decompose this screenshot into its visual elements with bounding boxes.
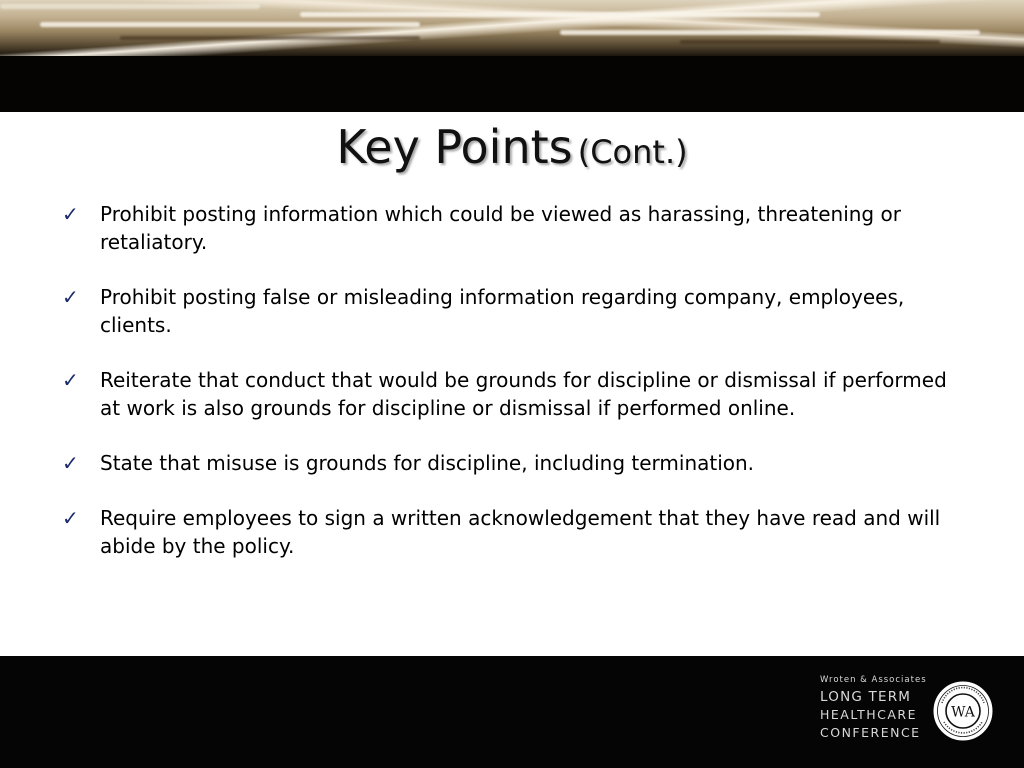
title-main: Key Points bbox=[336, 120, 573, 174]
check-icon: ✓ bbox=[62, 202, 79, 226]
bullet-text: Prohibit posting information which could be viewed as harassing, threatening or retaliatory. bbox=[100, 202, 901, 254]
bullet-text: State that misuse is grounds for discipline, including termination. bbox=[100, 451, 755, 475]
seal-monogram: WA bbox=[951, 704, 975, 721]
bullet-item bbox=[60, 504, 960, 560]
header-banner bbox=[0, 0, 1024, 112]
bullet-list bbox=[60, 200, 960, 587]
seal-logo-icon bbox=[933, 681, 993, 741]
bullet-text: Reiterate that conduct that would be grounds for discipline or dismissal if performed at work is also grounds for discipline or dismissal if performed online. bbox=[100, 368, 947, 420]
slide-title bbox=[0, 120, 1024, 174]
branding-line: CONFERENCE bbox=[820, 725, 921, 740]
bullet-item bbox=[60, 366, 960, 422]
company-name: Wroten & Associates bbox=[820, 675, 927, 685]
branding-line: HEALTHCARE bbox=[820, 707, 917, 722]
bullet-text: Require employees to sign a written acknowledgement that they have read and will abide by the policy. bbox=[100, 506, 941, 558]
conference-branding bbox=[820, 674, 930, 742]
bullet-item bbox=[60, 449, 960, 477]
bullet-text: Prohibit posting false or misleading information regarding company, employees, clients. bbox=[100, 285, 905, 337]
bullet-item bbox=[60, 283, 960, 339]
sky-image bbox=[0, 0, 1024, 56]
check-icon: ✓ bbox=[62, 506, 79, 530]
title-sub: (Cont.) bbox=[577, 133, 688, 171]
check-icon: ✓ bbox=[62, 451, 79, 475]
check-icon: ✓ bbox=[62, 368, 79, 392]
branding-line: LONG TERM bbox=[820, 689, 912, 705]
check-icon: ✓ bbox=[62, 285, 79, 309]
bullet-item bbox=[60, 200, 960, 256]
